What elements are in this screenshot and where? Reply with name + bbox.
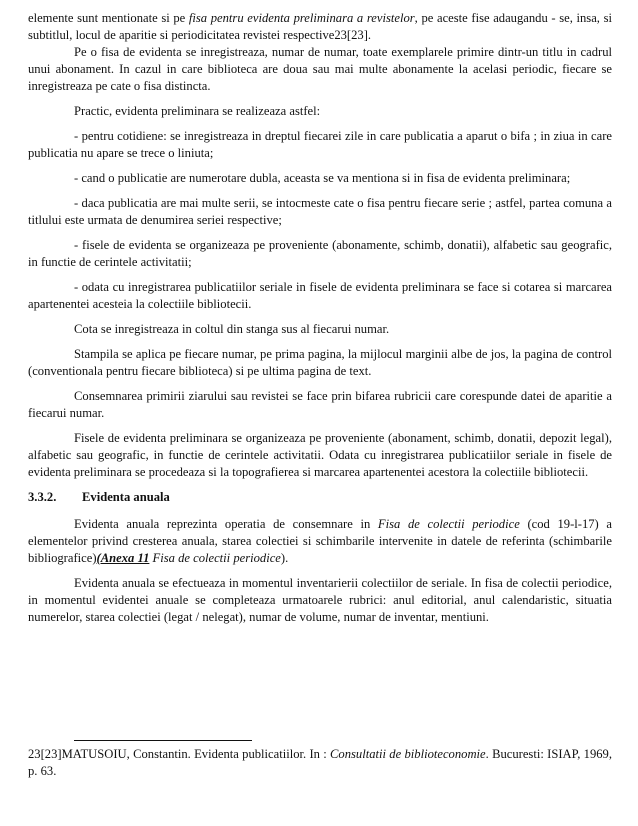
list-item-numerotare: - cand o publicatie are numerotare dubla, aceasta se va mentiona si in fisa de evidenta preliminara;: [74, 171, 571, 185]
section-title: Evidenta anuala: [82, 490, 170, 504]
list-item-serii: - daca publicatia are mai multe serii, se intocmeste cate o fisa pentru fiecare serie ; astfel, partea comuna a titlului este urmata de denumirea seriei respective;: [28, 196, 612, 227]
list-item-cotidiene: - pentru cotidiene: se inregistreaza in dreptul fiecarei zile in care publicatia a aparut o bifa ; in ziua in care publicatia nu apare se trece o liniuta;: [28, 129, 612, 160]
paragraph-inventariere: Evidenta anuala se efectueaza in momentul inventarierii colectiilor de seriale. In fisa de colectii periodice, in momentul evidentei anuale se completeaza urmatoarele rubrici: anul editorial, anul calendaristic, situatia numerelor, starea colectiei (legat / nelegat), numar de volume, numar de inventar, mentiuni.: [28, 576, 612, 624]
paragraph-stampila: Stampila se aplica pe fiecare numar, pe prima pagina, la mijlocul marginii albe de jos, la pagina de control (conventionala pentru fiecare biblioteca) si pe ultima pagina de text.: [28, 347, 612, 378]
footnote-separator: [74, 740, 252, 741]
list-item-cotare: - odata cu inregistrarea publicatiilor seriale in fisele de evidenta preliminara se face si cotarea si marcarea apartenentei acesteia la colectiile bibliotecii.: [28, 280, 612, 311]
list-item-organizare: - fisele de evidenta se organizeaza pe proveniente (abonamente, schimb, donatii), alfabetic sau geografic, in functie de cerintele activitatii;: [28, 238, 612, 269]
section-heading: [28, 489, 612, 506]
annex-link[interactable]: (Anexa 11: [96, 551, 150, 565]
paragraph-2: Pe o fisa de evidenta se inregistreaza, numar de numar, toate exemplarele primire dintr-un titlu in cadrul unui abonament. In cazul in care biblioteca are doua sau mai multe abonamente la acelasi periodic, fiecare se inregistreaza pe cate o fisa distincta.: [28, 45, 612, 93]
paragraph-cota: Cota se inregistreaza in coltul din stanga sus al fiecarui numar.: [74, 322, 390, 336]
italic-title: fisa pentru evidenta preliminara a revistelor: [188, 11, 415, 25]
paragraph-1: elemente sunt mentionate si pe fisa pentru evidenta preliminara a revistelor, pe aceste fise adaugandu - se, insa, si subtitlul, locul de aparitie si periodicitatea revistei respective23[23].: [28, 11, 612, 42]
document-page: [28, 10, 612, 634]
footnote: 23[23]MATUSOIU, Constantin. Evidenta publicatiilor. In : Consultatii de biblioteconomie. Bucuresti: ISIAP, 1969, p. 63.: [28, 747, 612, 778]
section-number: 3.3.2.: [28, 490, 57, 504]
paragraph-consemnare: Consemnarea primirii ziarului sau revistei se face prin bifarea rubricii care corespunde datei de aparitie a fiecarui numar.: [28, 389, 612, 420]
paragraph-fisele: Fisele de evidenta preliminara se organizeaza pe proveniente (abonament, schimb, donatii, depozit legal), alfabetic sau geografic, in functie de cerintele activitatii. Odata cu inregistrarea publicatiilor seriale in fisele de evidenta preliminara se procedeaza si la topografierea si marcarea apartenentei acestora la colectiile bibliotecii.: [28, 431, 612, 479]
paragraph-evidenta-anuala: Evidenta anuala reprezinta operatia de consemnare in Fisa de colectii periodice (cod 19-l-17) a elementelor privind cresterea anuala, starea colectiei si schimbarile intervenite in datele de referinta (schimbarile bibliografice)(Anexa 11 Fisa de colectii periodice).: [28, 517, 612, 565]
paragraph-3: Practic, evidenta preliminara se realizeaza astfel:: [74, 104, 321, 118]
